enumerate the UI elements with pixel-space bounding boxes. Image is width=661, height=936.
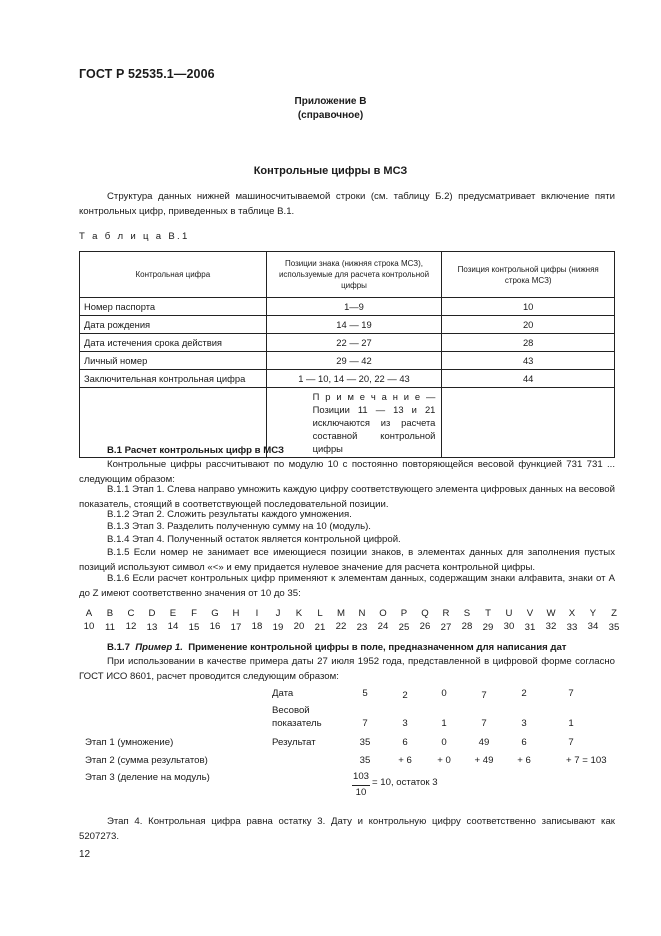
table-cell: Дата истечения срока действия (80, 334, 267, 352)
alphabet-value: 22 (335, 621, 347, 632)
table-cell: 29 — 42 (266, 352, 442, 370)
alphabet-value: 32 (545, 621, 557, 632)
alphabet-value: 28 (461, 621, 473, 632)
alphabet-value: 10 (83, 621, 95, 632)
weight-digit: 3 (402, 718, 408, 729)
alphabet-letter: Z (611, 608, 617, 619)
sum-term: + 7 = 103 (566, 755, 607, 766)
table-caption: Т а б л и ц а В.1 (79, 231, 190, 242)
date-digit: 0 (441, 688, 447, 699)
result-value: 7 (568, 737, 574, 748)
alphabet-value: 23 (356, 622, 368, 633)
alphabet-letter: T (485, 608, 491, 619)
alphabet-letter: L (317, 608, 323, 619)
table-cell: 44 (442, 370, 615, 388)
b17-number: В.1.7 (107, 642, 130, 653)
table-note: П р и м е ч а н и е — Позиции 11 — 13 и 21 исключаются из расчета составной контрольной цифры (266, 388, 442, 458)
appendix-title: Приложение В (294, 96, 367, 107)
stage2-label: Этап 2 (сумма результатов) (85, 755, 208, 766)
table-cell: 43 (442, 352, 615, 370)
alphabet-value: 19 (272, 622, 284, 633)
fraction-numerator: 103 (352, 771, 369, 782)
table-cell: Заключительная контрольная цифра (80, 370, 267, 388)
table-header-cell: Позиции знака (нижняя строка МСЗ), используемые для расчета контрольной цифры (266, 252, 442, 298)
alphabet-value: 21 (314, 622, 326, 633)
alphabet-letter: A (85, 608, 93, 619)
alphabet-letter: J (275, 608, 281, 619)
result-value: 6 (521, 737, 527, 748)
b17-label: Пример 1. (135, 642, 183, 653)
b17-title: Применение контрольной цифры в поле, предназначенном для написания дат (188, 642, 567, 653)
alphabet-value: 30 (503, 621, 515, 632)
alphabet-letter: N (358, 608, 366, 619)
sum-term: + 0 (437, 755, 451, 766)
alphabet-letter: D (148, 608, 156, 619)
section-b1-heading: В.1 Расчет контрольных цифр в МСЗ (107, 445, 285, 456)
b1-paragraph: Контрольные цифры рассчитывают по модулю 10 с постоянно повторяющейся весовой функцией 731 731 ... следующим образом: (79, 459, 615, 485)
stage4-paragraph: Этап 4. Контрольная цифра равна остатку 3. Дату и контрольную цифру соответственно записывают как 5207273. (79, 816, 615, 842)
table-cell: 20 (442, 316, 615, 334)
alphabet-letter: I (255, 608, 259, 619)
sum-term: + 6 (398, 755, 412, 766)
date-digit: 2 (521, 688, 527, 699)
weight-digit: 7 (362, 718, 368, 729)
alphabet-value: 11 (105, 622, 115, 633)
alphabet-value: 16 (209, 621, 221, 632)
alphabet-letter: W (546, 608, 556, 619)
alphabet-letter: V (526, 608, 534, 619)
table-cell: 10 (442, 298, 615, 316)
alphabet-letter: Q (421, 608, 429, 619)
table-cell: 22 — 27 (266, 334, 442, 352)
date-label: Дата (272, 688, 294, 699)
alphabet-letter: X (568, 608, 576, 619)
table-cell: Личный номер (80, 352, 267, 370)
appendix-subtitle: (справочное) (297, 110, 364, 121)
sum-term: + 49 (474, 755, 494, 766)
alphabet-letter: G (211, 608, 219, 619)
table-cell: 1—9 (266, 298, 442, 316)
date-digit: 5 (362, 688, 368, 699)
stage1-label: Этап 1 (умножение) (85, 737, 174, 748)
alphabet-value: 24 (377, 621, 389, 632)
section-title: Контрольные цифры в МСЗ (253, 165, 408, 177)
step-b11: В.1.1 Этап 1. Слева направо умножить каждую цифру соответствующего элемента цифровых данных на весовой показатель, стоящий в соответствующей последовательной позиции. (79, 484, 615, 510)
alphabet-value: 14 (167, 621, 179, 632)
table-cell: 14 — 19 (266, 316, 442, 334)
table-cell: Номер паспорта (80, 298, 267, 316)
alphabet-value: 35 (608, 622, 620, 633)
result-value: 35 (359, 737, 371, 748)
stage3-label: Этап 3 (деление на модуль) (85, 772, 210, 783)
date-digit: 7 (481, 690, 487, 701)
alphabet-value: 12 (125, 621, 137, 632)
page-number: 12 (79, 849, 91, 860)
step-b13: В.1.3 Этап 3. Разделить полученную сумму на 10 (модуль). (107, 521, 371, 532)
weight-digit: 3 (521, 718, 527, 729)
division-result: = 10, остаток 3 (372, 777, 438, 788)
b17-paragraph: При использовании в качестве примера даты 27 июля 1952 года, представленной в цифровой форме согласно ГОСТ ИСО 8601, расчет проводится следующим образом: (79, 656, 615, 682)
weight-label-1: Весовой (272, 705, 310, 716)
fraction-denominator: 10 (355, 787, 367, 798)
alphabet-letter: H (232, 608, 240, 619)
alphabet-letter: M (337, 608, 345, 619)
intro-paragraph: Структура данных нижней машиносчитываемой строки (см. таблицу Б.2) предусматривает включение пяти контрольных цифр, приведенных в таблице В.1. (79, 191, 615, 217)
date-digit: 7 (568, 688, 574, 699)
weight-digit: 1 (441, 718, 447, 729)
alphabet-letter: Y (589, 608, 597, 619)
alphabet-letter: C (127, 608, 135, 619)
alphabet-letter: P (400, 608, 408, 619)
step-b14: В.1.4 Этап 4. Полученный остаток является контрольной цифрой. (107, 534, 401, 545)
alphabet-value: 27 (440, 622, 452, 633)
alphabet-letter: E (169, 608, 177, 619)
alphabet-letter: U (505, 608, 513, 619)
alphabet-letter: B (106, 608, 114, 619)
alphabet-value: 13 (146, 622, 158, 633)
weight-digit: 7 (481, 718, 487, 729)
table-cell: Дата рождения (80, 316, 267, 334)
sum-term: 35 (359, 755, 371, 766)
fraction-bar (352, 785, 370, 786)
alphabet-letter: S (463, 608, 471, 619)
result-label: Результат (272, 737, 316, 748)
result-value: 6 (402, 737, 408, 748)
alphabet-letter: K (295, 608, 303, 619)
date-digit: 2 (402, 690, 408, 701)
table-header-cell: Позиция контрольной цифры (нижняя строка МСЗ) (442, 252, 615, 298)
alphabet-value: 34 (587, 621, 599, 632)
alphabet-value: 26 (419, 621, 431, 632)
table-cell: 1 — 10, 14 — 20, 22 — 43 (266, 370, 442, 388)
weight-digit: 1 (568, 718, 574, 729)
result-value: 0 (441, 737, 447, 748)
alphabet-value: 31 (524, 622, 536, 633)
alphabet-letter: O (379, 608, 387, 619)
table-cell: 28 (442, 334, 615, 352)
result-value: 49 (478, 737, 490, 748)
alphabet-value: 25 (398, 622, 410, 633)
alphabet-value: 29 (482, 622, 494, 633)
sum-term: + 6 (517, 755, 531, 766)
alphabet-letter: F (191, 608, 197, 619)
step-b15: В.1.5 Если номер не занимает все имеющиеся позиции знаков, в элементах данных для заполнения пустых позиций используют символ «<» и ему придается нулевое значение для расчета контрольной цифры. (79, 547, 615, 573)
alphabet-value: 18 (251, 621, 263, 632)
weight-label-2: показатель (272, 718, 322, 729)
table-header-cell: Контрольная цифра (80, 252, 267, 298)
alphabet-value: 15 (188, 622, 200, 633)
alphabet-value: 33 (566, 622, 578, 633)
alphabet-letter: R (442, 608, 450, 619)
step-b12: В.1.2 Этап 2. Сложить результаты каждого умножения. (107, 509, 352, 520)
document-header: ГОСТ Р 52535.1—2006 (79, 67, 215, 81)
alphabet-value: 17 (230, 622, 242, 633)
step-b16: В.1.6 Если расчет контрольных цифр применяют к элементам данных, содержащим знаки алфавита, знаки от A до Z имеют соответственно значения от 10 до 35: (79, 573, 615, 599)
alphabet-value: 20 (293, 621, 305, 632)
